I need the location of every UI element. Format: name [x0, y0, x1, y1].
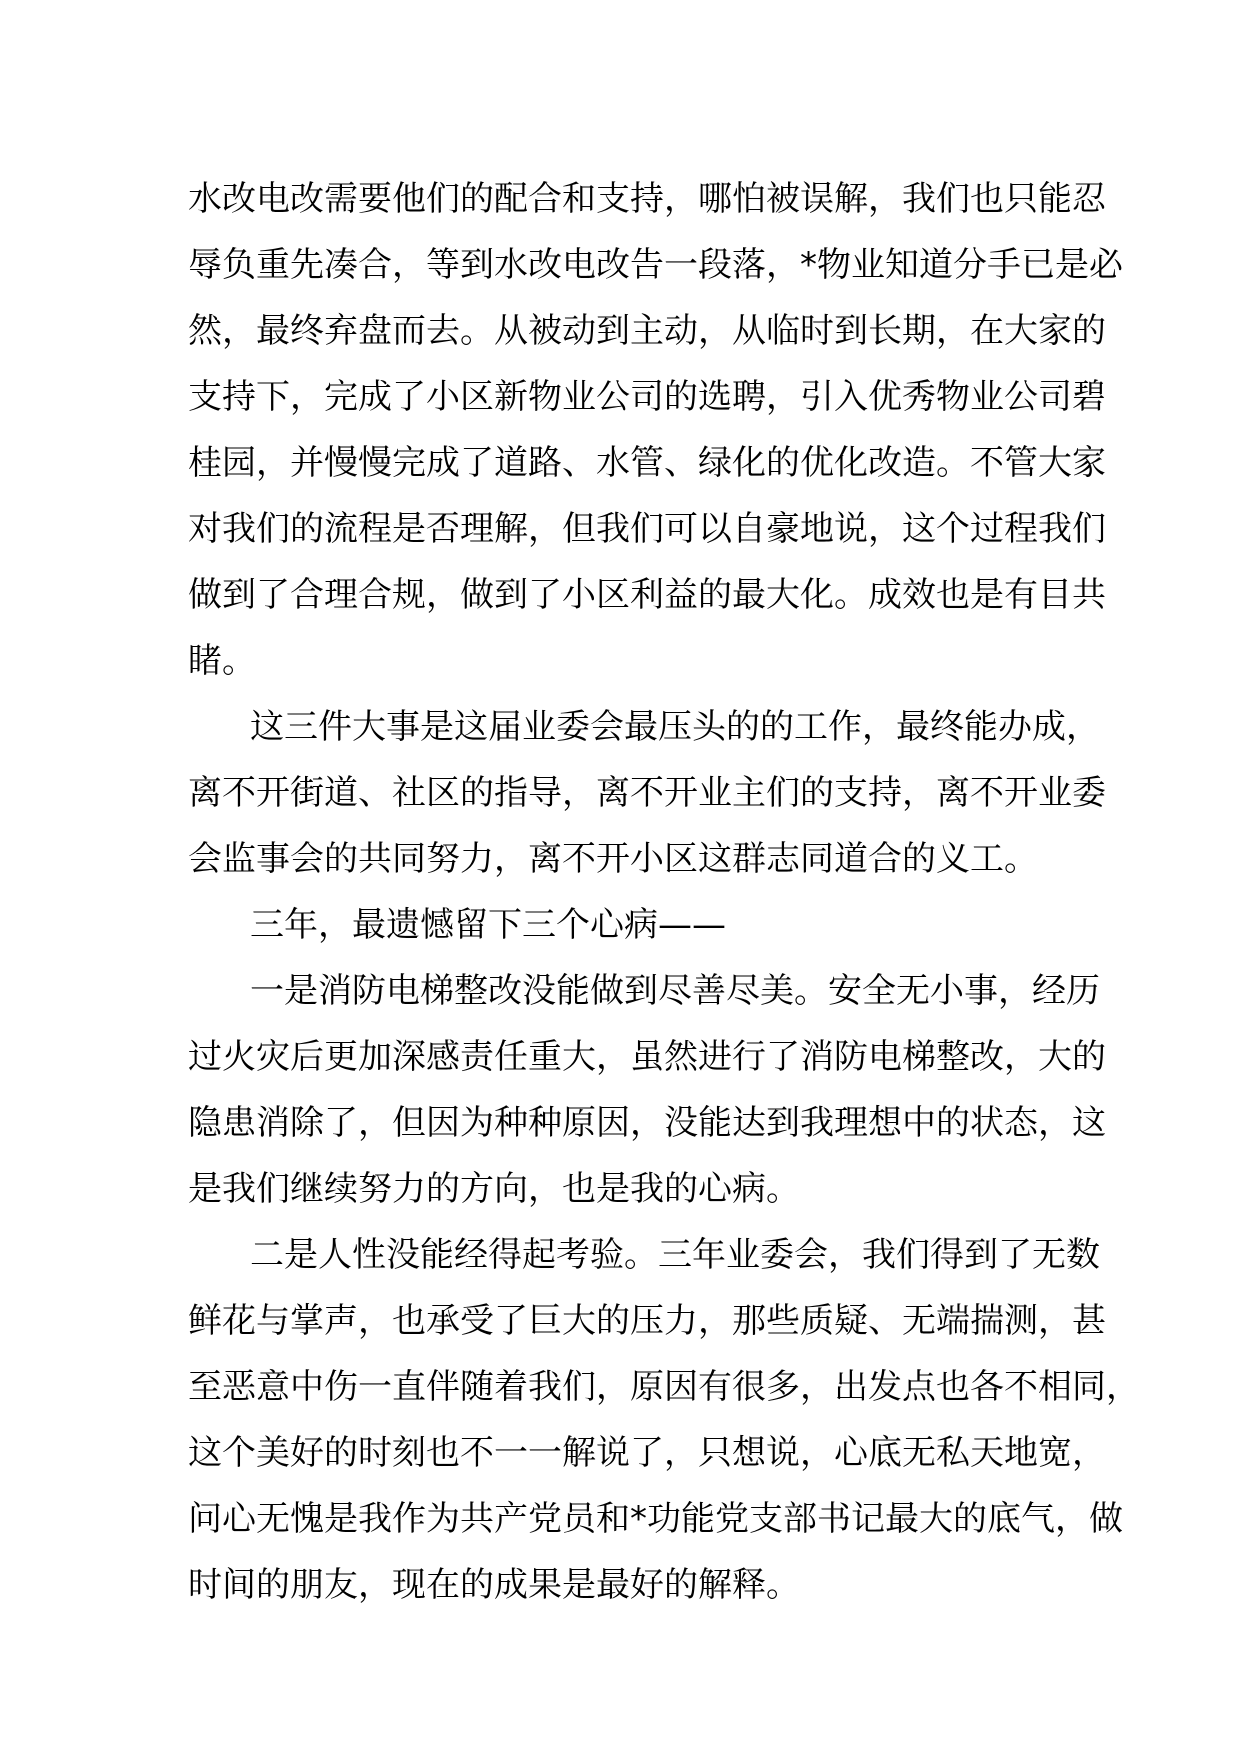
text-line: 过火灾后更加深感责任重大，虽然进行了消防电梯整改，大的 — [188, 1037, 1106, 1077]
paragraph-start-line: 一是消防电梯整改没能做到尽善尽美。安全无小事，经历 — [250, 971, 1100, 1011]
section-heading-line: 三年，最遗憾留下三个心病—— — [250, 905, 726, 945]
text-line: 至恶意中伤一直伴随着我们，原因有很多，出发点也各不相同， — [188, 1367, 1140, 1407]
text-line: 睹。 — [188, 641, 256, 681]
text-line: 会监事会的共同努力，离不开小区这群志同道合的义工。 — [188, 839, 1038, 879]
text-line: 问心无愧是我作为共产党员和*功能党支部书记最大的底气，做 — [188, 1499, 1123, 1539]
text-line: 水改电改需要他们的配合和支持，哪怕被误解，我们也只能忍 — [188, 179, 1106, 219]
text-line: 做到了合理合规，做到了小区利益的最大化。成效也是有目共 — [188, 575, 1106, 615]
paragraph-start-line: 这三件大事是这届业委会最压头的的工作，最终能办成， — [250, 707, 1100, 747]
text-line: 隐患消除了，但因为种种原因，没能达到我理想中的状态，这 — [188, 1103, 1106, 1143]
text-line: 对我们的流程是否理解，但我们可以自豪地说，这个过程我们 — [188, 509, 1106, 549]
text-line: 鲜花与掌声，也承受了巨大的压力，那些质疑、无端揣测，甚 — [188, 1301, 1106, 1341]
text-line: 桂园，并慢慢完成了道路、水管、绿化的优化改造。不管大家 — [188, 443, 1106, 483]
text-line: 这个美好的时刻也不一一解说了，只想说，心底无私天地宽， — [188, 1433, 1106, 1473]
text-line: 辱负重先凑合，等到水改电改告一段落，*物业知道分手已是必 — [188, 245, 1123, 285]
paragraph-start-line: 二是人性没能经得起考验。三年业委会，我们得到了无数 — [250, 1235, 1100, 1275]
text-line: 支持下，完成了小区新物业公司的选聘，引入优秀物业公司碧 — [188, 377, 1106, 417]
text-line: 时间的朋友，现在的成果是最好的解释。 — [188, 1565, 800, 1605]
text-line: 然，最终弃盘而去。从被动到主动，从临时到长期，在大家的 — [188, 311, 1106, 351]
body-text — [188, 166, 1140, 1618]
text-line: 是我们继续努力的方向，也是我的心病。 — [188, 1169, 800, 1209]
text-line: 离不开街道、社区的指导，离不开业主们的支持，离不开业委 — [188, 773, 1106, 813]
